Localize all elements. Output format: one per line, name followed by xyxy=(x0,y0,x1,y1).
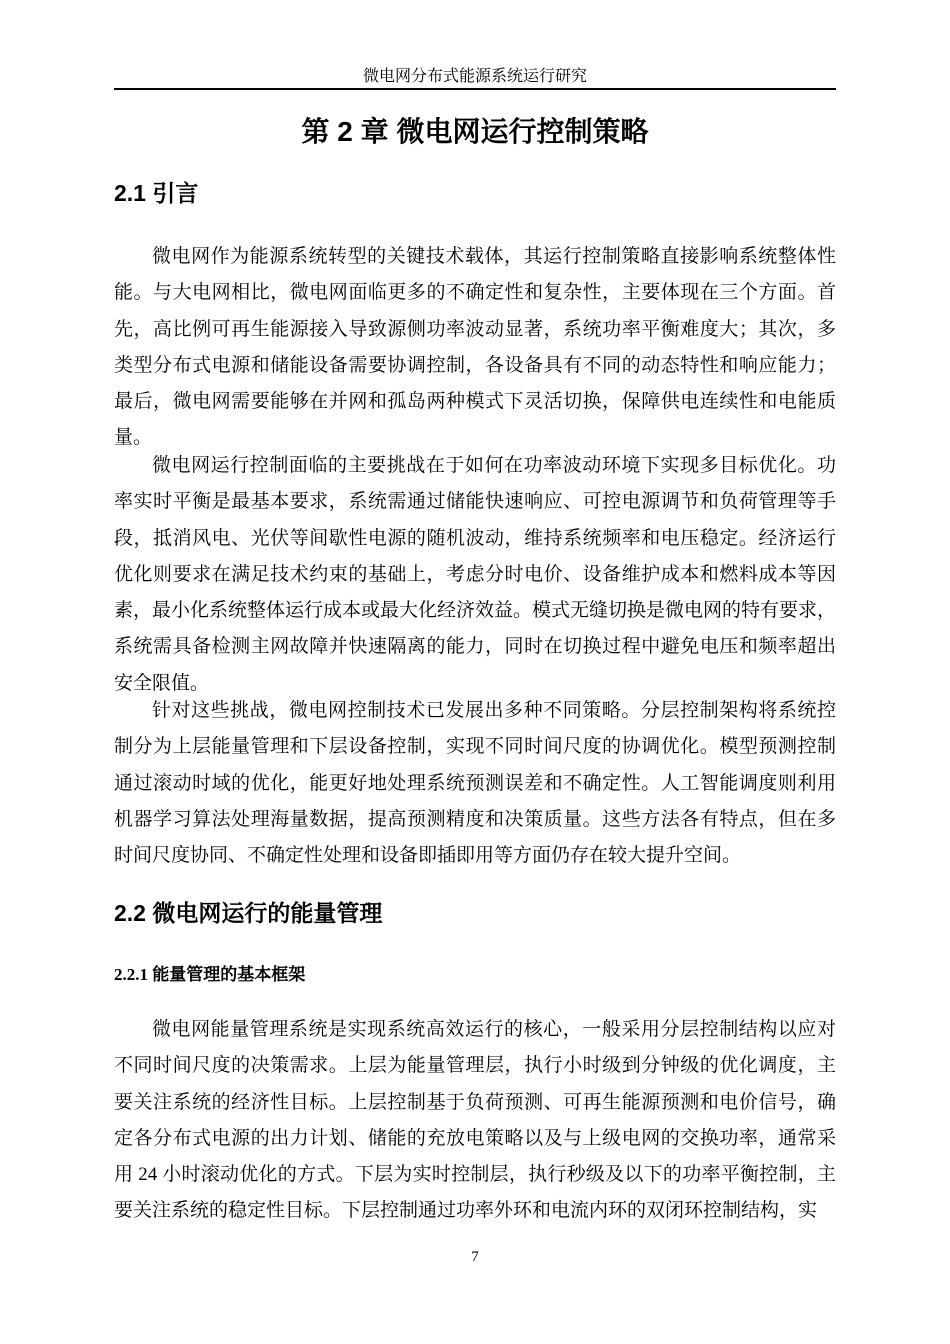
chapter-title: 第 2 章 微电网运行控制策略 xyxy=(301,116,649,147)
text-line: 定各分布式电源的出力计划、储能的充放电策略以及与上级电网的交换功率，通常采 xyxy=(114,1127,836,1149)
text-line: 素，最小化系统整体运行成本或最大化经济效益。模式无缝切换是微电网的特有要求， xyxy=(114,600,837,622)
text-line: 能。与大电网相比，微电网面临更多的不确定性和复杂性，主要体现在三个方面。首 xyxy=(114,282,836,304)
text-line: 类型分布式电源和储能设备需要协调控制，各设备具有不同的动态特性和响应能力； xyxy=(114,354,836,376)
header-divider xyxy=(114,88,836,90)
subsection-heading-2-2-1: 2.2.1 能量管理的基本框架 xyxy=(114,965,306,984)
text-line: 段，抵消风电、光伏等间歇性电源的随机波动，维持系统频率和电压稳定。经济运行 xyxy=(114,527,836,549)
text-line: 系统需具备检测主网故障并快速隔离的能力，同时在切换过程中避免电压和频率超出 xyxy=(114,636,836,658)
text-line: 微电网运行控制面临的主要挑战在于如何在功率波动环境下实现多目标优化。功 xyxy=(152,455,836,476)
running-header: 微电网分布式能源系统运行研究 xyxy=(362,68,587,85)
paragraph xyxy=(114,1012,836,1230)
text-line: 先，高比例可再生能源接入导致源侧功率波动显著，系统功率平衡难度大；其次，多 xyxy=(114,318,836,340)
section-heading-2-1: 2.1 引言 xyxy=(114,180,199,206)
section-heading-2-2: 2.2 微电网运行的能量管理 xyxy=(114,900,383,926)
text-line: 不同时间尺度的决策需求。上层为能量管理层，执行小时级到分钟级的优化调度，主 xyxy=(114,1055,836,1077)
text-line: 针对这些挑战，微电网控制技术已发展出多种不同策略。分层控制架构将系统控 xyxy=(152,700,836,721)
page-number: 7 xyxy=(471,1249,479,1265)
text-line: 微电网作为能源系统转型的关键技术载体，其运行控制策略直接影响系统整体性 xyxy=(152,246,836,267)
text-line: 用 24 小时滚动优化的方式。下层为实时控制层，执行秒级及以下的功率平衡控制，主 xyxy=(114,1164,836,1186)
text-line: 机器学习算法处理海量数据，提高预测精度和决策质量。这些方法各有特点，但在多 xyxy=(114,808,836,830)
paragraph xyxy=(114,693,836,874)
text-line: 时间尺度协同、不确定性处理和设备即插即用等方面仍存在较大提升空间。 xyxy=(114,845,742,867)
text-line: 要关注系统的经济性目标。上层控制基于负荷预测、可再生能源预测和电价信号，确 xyxy=(114,1091,836,1113)
text-line: 率实时平衡是最基本要求，系统需通过储能快速响应、可控电源调节和负荷管理等手 xyxy=(114,491,836,513)
text-line: 微电网能量管理系统是实现系统高效运行的核心，一般采用分层控制结构以应对 xyxy=(152,1019,836,1040)
text-line: 通过滚动时域的优化，能更好地处理系统预测误差和不确定性。人工智能调度则利用 xyxy=(114,772,836,794)
paragraph xyxy=(114,239,836,457)
text-line: 量。 xyxy=(114,427,153,449)
text-line: 安全限值。 xyxy=(114,672,210,694)
text-line: 制分为上层能量管理和下层设备控制，实现不同时间尺度的协调优化。模型预测控制 xyxy=(114,736,836,758)
text-line: 优化则要求在满足技术约束的基础上，考虑分时电价、设备维护成本和燃料成本等因 xyxy=(114,563,836,585)
text-line: 要关注系统的稳定性目标。下层控制通过功率外环和电流内环的双闭环控制结构，实 xyxy=(114,1200,818,1222)
paragraph xyxy=(114,448,836,702)
text-line: 最后，微电网需要能够在并网和孤岛两种模式下灵活切换，保障供电连续性和电能质 xyxy=(114,391,836,413)
